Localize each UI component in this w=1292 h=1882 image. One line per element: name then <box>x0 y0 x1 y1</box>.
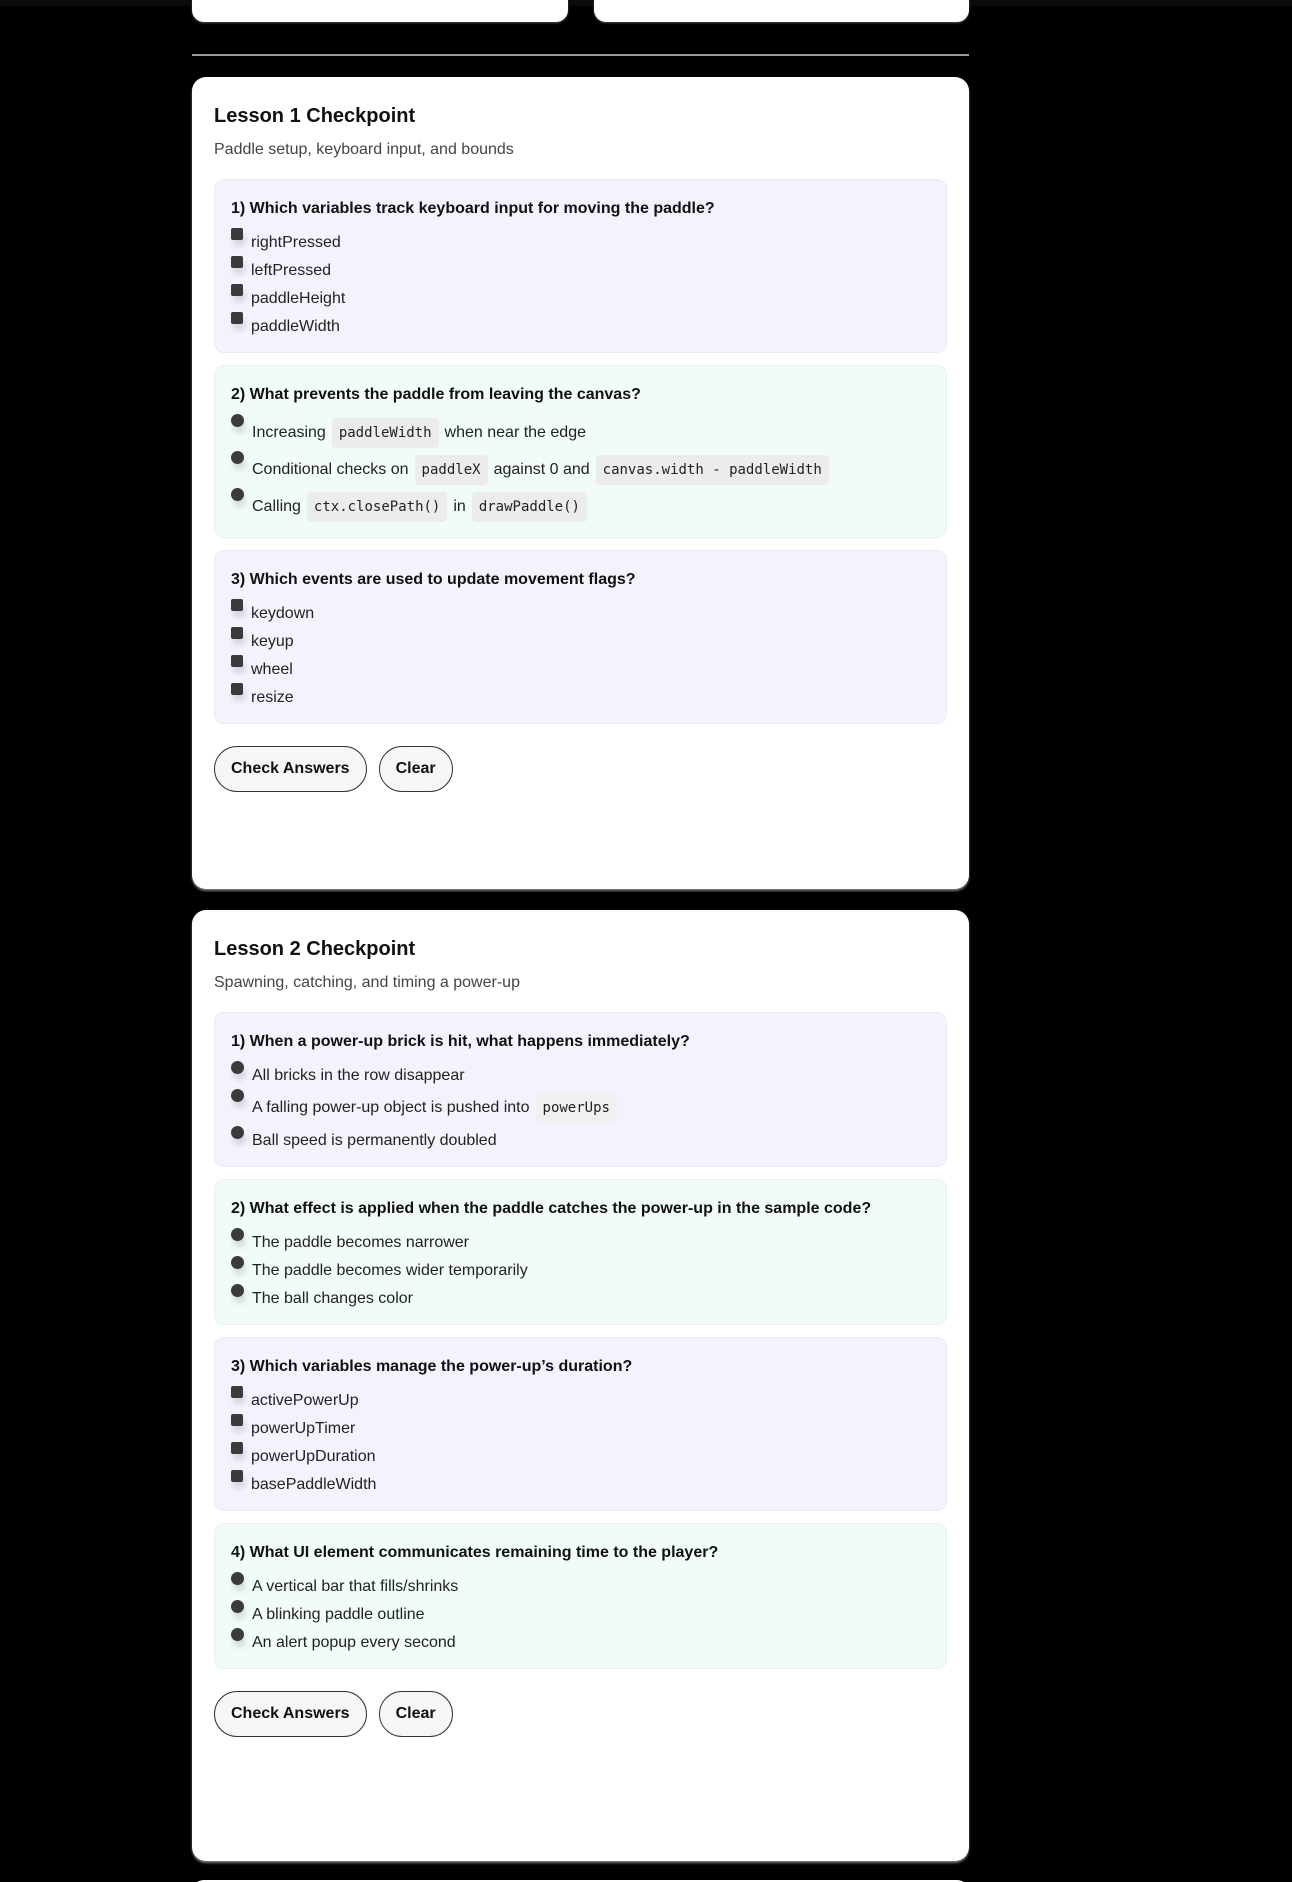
question-text: 3) Which events are used to update movement flags? <box>231 571 636 588</box>
option-blinking-outline[interactable]: A blinking paddle outline <box>231 1598 930 1626</box>
radio-button[interactable] <box>231 1228 244 1241</box>
option-increasing-paddlewidth[interactable]: Increasing paddleWidth when near the edge <box>231 412 930 449</box>
option-pushed-into-powerups[interactable]: A falling power-up object is pushed into powerUps <box>231 1087 930 1124</box>
lesson-1-checkpoint-card <box>192 77 969 889</box>
checkbox[interactable] <box>231 1386 243 1398</box>
question-text: 3) Which variables manage the power-up’s duration? <box>231 1358 633 1375</box>
clear-button[interactable]: Clear <box>379 746 453 792</box>
checkbox[interactable] <box>231 1414 243 1426</box>
checkbox[interactable] <box>231 228 243 240</box>
inline-code: paddleX <box>415 455 488 485</box>
checkbox[interactable] <box>231 683 243 695</box>
option-ball-color[interactable]: The ball changes color <box>231 1282 930 1310</box>
option-rightpressed[interactable]: rightPressed <box>231 226 930 254</box>
radio-button[interactable] <box>231 1572 244 1585</box>
section-divider <box>192 54 969 56</box>
clear-button[interactable]: Clear <box>379 1691 453 1737</box>
inline-code: canvas.width - paddleWidth <box>596 455 829 485</box>
option-vertical-bar[interactable]: A vertical bar that fills/shrinks <box>231 1570 930 1598</box>
checkbox[interactable] <box>231 655 243 667</box>
option-poweruptimer[interactable]: powerUpTimer <box>231 1412 930 1440</box>
card-subtitle: Paddle setup, keyboard input, and bounds <box>214 141 514 158</box>
checkbox[interactable] <box>231 599 243 611</box>
previous-card-left <box>192 0 568 22</box>
question-text: 1) Which variables track keyboard input for moving the paddle? <box>231 200 715 217</box>
lesson-2-checkpoint-card <box>192 910 969 1861</box>
option-activepowerup[interactable]: activePowerUp <box>231 1384 930 1412</box>
radio-button[interactable] <box>231 1600 244 1613</box>
checkbox[interactable] <box>231 1470 243 1482</box>
checkbox[interactable] <box>231 256 243 268</box>
radio-button[interactable] <box>231 451 244 464</box>
option-paddleheight[interactable]: paddleHeight <box>231 282 930 310</box>
option-leftpressed[interactable]: leftPressed <box>231 254 930 282</box>
radio-button[interactable] <box>231 1284 244 1297</box>
option-resize[interactable]: resize <box>231 681 930 709</box>
option-powerupduration[interactable]: powerUpDuration <box>231 1440 930 1468</box>
option-keyup[interactable]: keyup <box>231 625 930 653</box>
question-3 <box>214 1337 947 1511</box>
question-1 <box>214 179 947 353</box>
option-paddle-narrower[interactable]: The paddle becomes narrower <box>231 1226 930 1254</box>
question-1 <box>214 1012 947 1167</box>
radio-button[interactable] <box>231 1628 244 1641</box>
card-subtitle: Spawning, catching, and timing a power-up <box>214 974 520 991</box>
question-3 <box>214 550 947 724</box>
button-row <box>214 1691 947 1737</box>
radio-button[interactable] <box>231 1089 244 1102</box>
option-paddle-wider[interactable]: The paddle becomes wider temporarily <box>231 1254 930 1282</box>
question-2 <box>214 1179 947 1325</box>
question-text: 4) What UI element communicates remaining time to the player? <box>231 1544 719 1561</box>
radio-button[interactable] <box>231 1061 244 1074</box>
card-title: Lesson 1 Checkpoint <box>214 105 416 127</box>
radio-button[interactable] <box>231 1126 244 1139</box>
checkbox[interactable] <box>231 627 243 639</box>
question-4 <box>214 1523 947 1669</box>
option-paddlewidth[interactable]: paddleWidth <box>231 310 930 338</box>
option-alert-popup[interactable]: An alert popup every second <box>231 1626 930 1654</box>
question-text: 1) When a power-up brick is hit, what happens immediately? <box>231 1033 690 1050</box>
inline-code: paddleWidth <box>332 418 439 448</box>
checkbox[interactable] <box>231 1442 243 1454</box>
previous-card-right <box>594 0 969 22</box>
radio-button[interactable] <box>231 414 244 427</box>
inline-code: drawPaddle() <box>472 492 587 522</box>
radio-button[interactable] <box>231 1256 244 1269</box>
checkbox[interactable] <box>231 312 243 324</box>
inline-code: powerUps <box>536 1093 617 1123</box>
option-basepaddlewidth[interactable]: basePaddleWidth <box>231 1468 930 1496</box>
option-calling-closepath[interactable]: Calling ctx.closePath() in drawPaddle() <box>231 486 930 523</box>
radio-button[interactable] <box>231 488 244 501</box>
option-wheel[interactable]: wheel <box>231 653 930 681</box>
inline-code: ctx.closePath() <box>307 492 447 522</box>
option-conditional-checks[interactable]: Conditional checks on paddleX against 0 and canvas.width - paddleWidth <box>231 449 930 486</box>
check-answers-button[interactable]: Check Answers <box>214 1691 367 1737</box>
button-row <box>214 746 947 792</box>
question-text: 2) What effect is applied when the paddle catches the power-up in the sample code? <box>231 1200 872 1217</box>
checkbox[interactable] <box>231 284 243 296</box>
option-ball-speed-doubled[interactable]: Ball speed is permanently doubled <box>231 1124 930 1152</box>
card-title: Lesson 2 Checkpoint <box>214 938 416 960</box>
question-2 <box>214 365 947 538</box>
option-all-bricks-disappear[interactable]: All bricks in the row disappear <box>231 1059 930 1087</box>
check-answers-button[interactable]: Check Answers <box>214 746 367 792</box>
option-keydown[interactable]: keydown <box>231 597 930 625</box>
question-text: 2) What prevents the paddle from leaving the canvas? <box>231 386 641 403</box>
